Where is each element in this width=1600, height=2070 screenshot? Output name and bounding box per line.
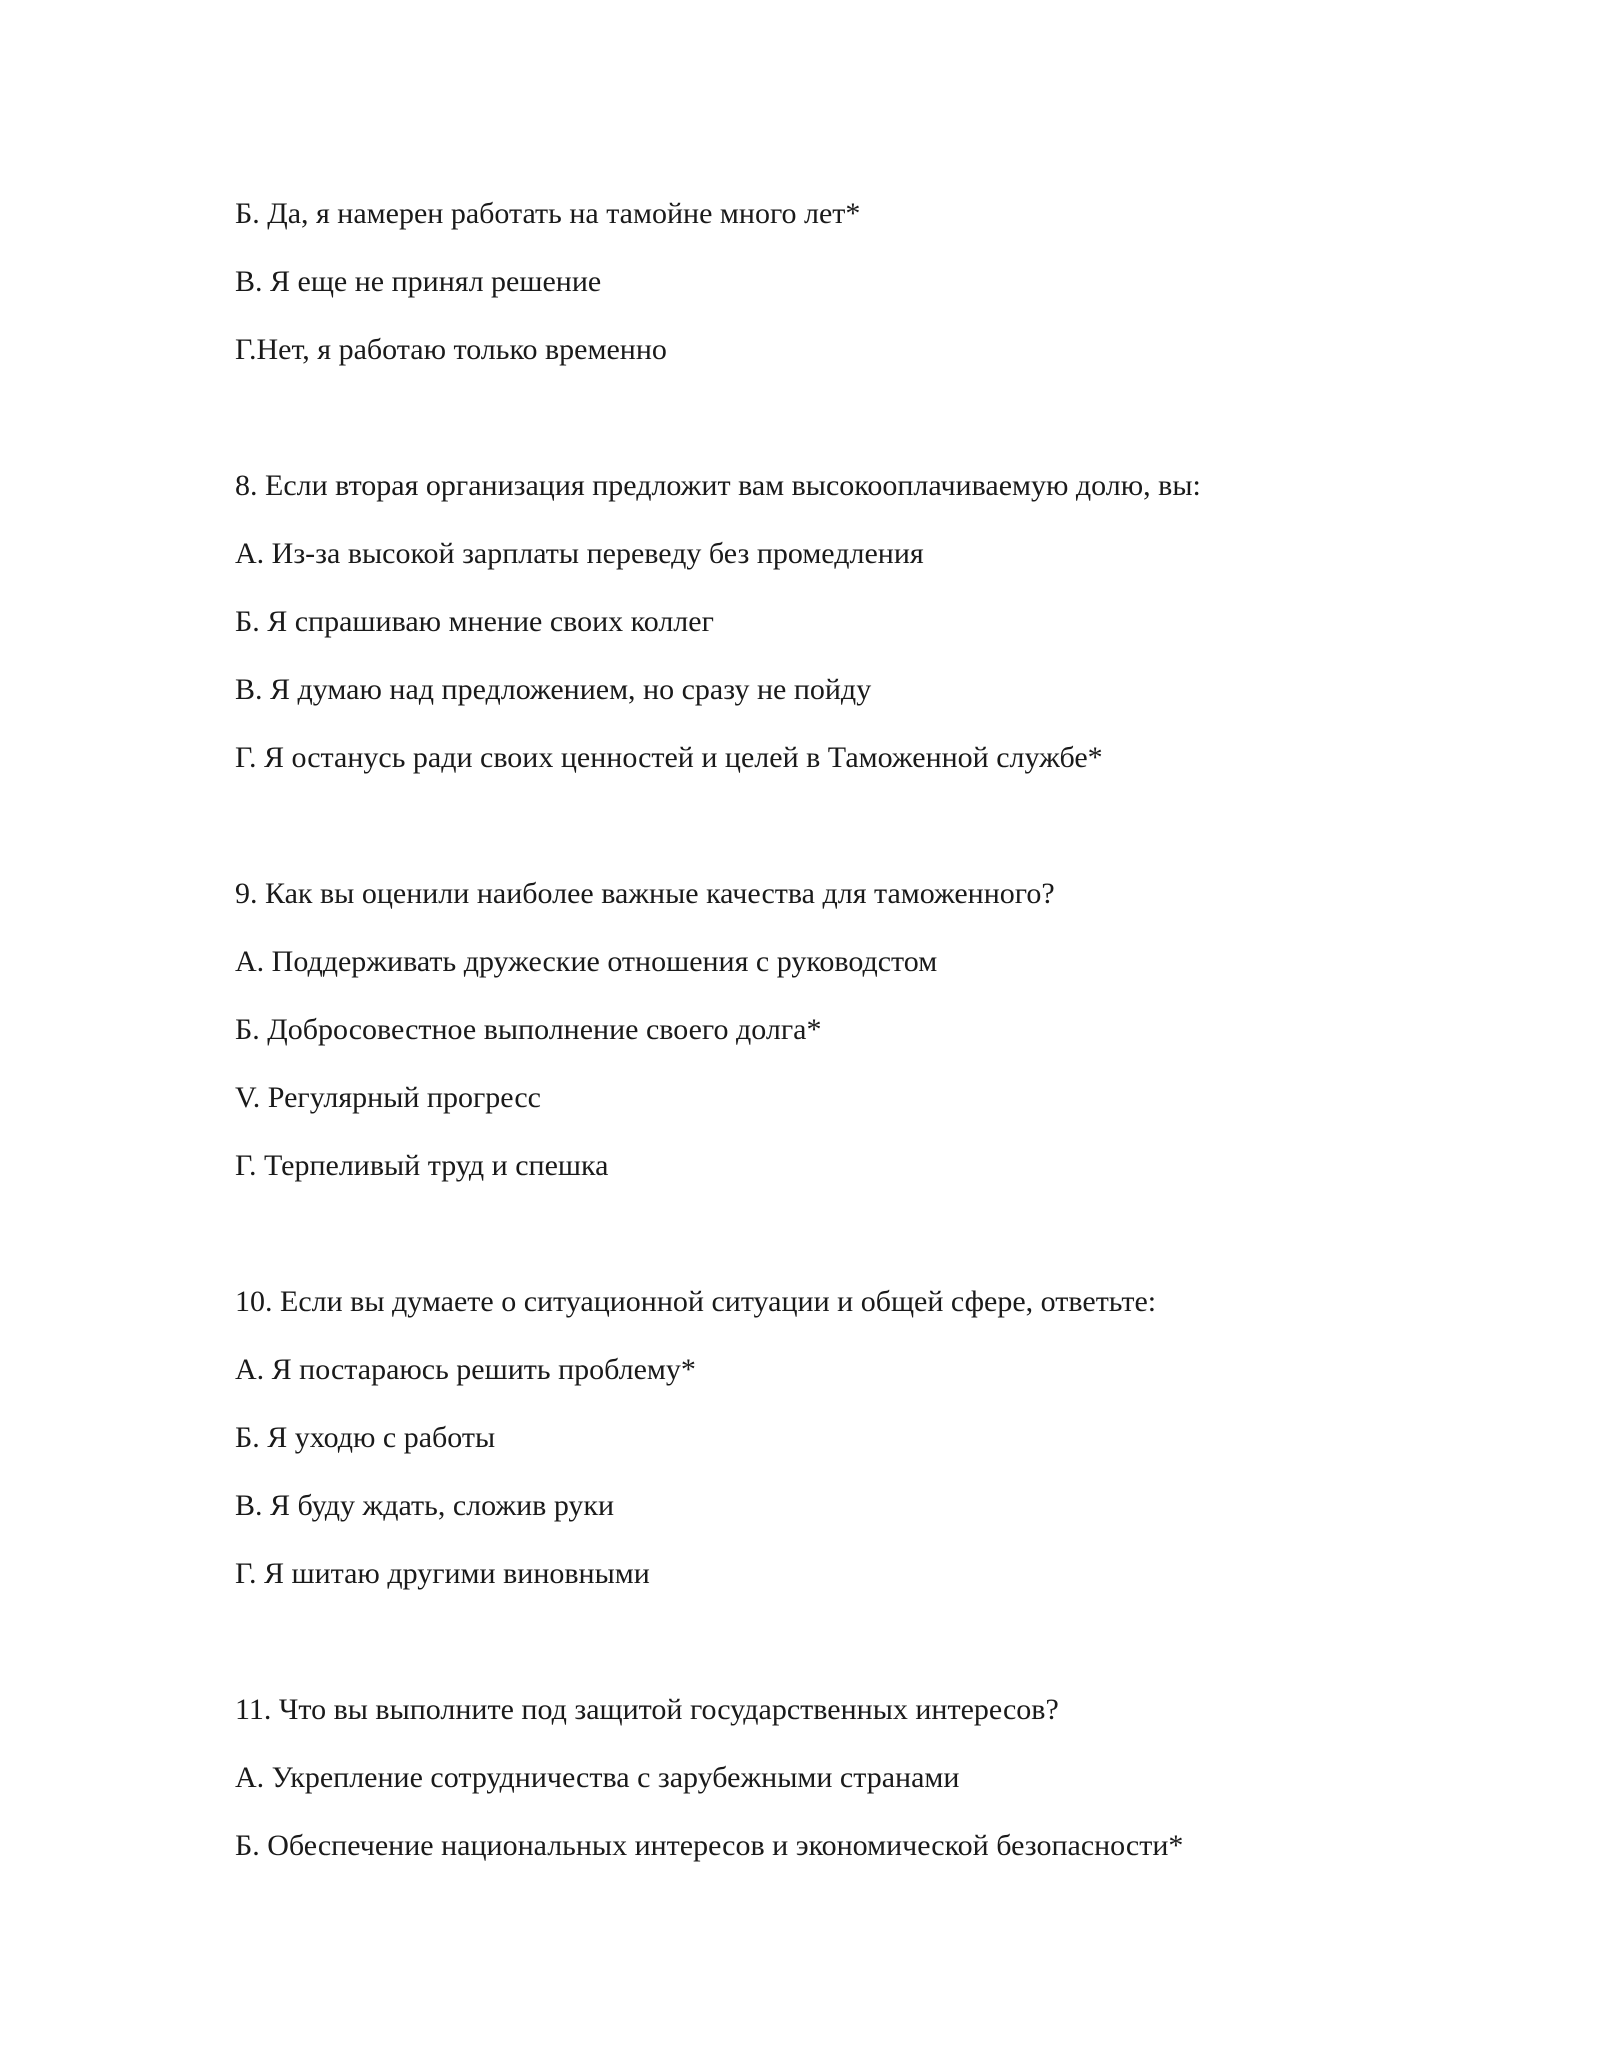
questionnaire-text <box>235 180 1435 1880</box>
answer-option: Б. Обеспечение национальных интересов и экономической безопасности* <box>235 1829 1184 1862</box>
answer-option: Б. Я уходю с работы <box>235 1421 496 1454</box>
answer-option: Г. Я шитаю другими виновными <box>235 1557 650 1590</box>
paragraph-gap <box>235 1200 1435 1268</box>
answer-option: Г. Терпеливый труд и спешка <box>235 1149 609 1182</box>
answer-option: А. Укрепление сотрудничества с зарубежными странами <box>235 1761 960 1794</box>
paragraph-gap <box>235 1608 1435 1676</box>
answer-option: А. Из-за высокой зарплаты переведу без промедления <box>235 537 924 570</box>
answer-option: В. Я думаю над предложением, но сразу не пойду <box>235 673 872 706</box>
answer-option: V. Регулярный прогресс <box>235 1081 541 1114</box>
question-11: 11. Что вы выполните под защитой государственных интересов? <box>235 1693 1059 1726</box>
answer-option: Г. Я останусь ради своих ценностей и целей в Таможенной службе* <box>235 741 1103 774</box>
answer-option: Г.Нет, я работаю только временно <box>235 333 667 366</box>
question-9: 9. Как вы оценили наиболее важные качества для таможенного? <box>235 877 1055 910</box>
answer-option: Б. Да, я намерен работать на тамойне много лет* <box>235 197 861 230</box>
answer-option: Б. Добросовестное выполнение своего долга* <box>235 1013 822 1046</box>
answer-option: Б. Я спрашиваю мнение своих коллег <box>235 605 714 638</box>
answer-option: В. Я еще не принял решение <box>235 265 602 298</box>
answer-option: А. Я постараюсь решить проблему* <box>235 1353 696 1386</box>
paragraph-gap <box>235 384 1435 452</box>
paragraph-gap <box>235 792 1435 860</box>
question-10: 10. Если вы думаете о ситуационной ситуации и общей сфере, ответьте: <box>235 1285 1157 1318</box>
answer-option: В. Я буду ждать, сложив руки <box>235 1489 615 1522</box>
answer-option: А. Поддерживать дружеские отношения с руководстом <box>235 945 938 978</box>
question-8: 8. Если вторая организация предложит вам высокооплачиваемую долю, вы: <box>235 469 1201 502</box>
